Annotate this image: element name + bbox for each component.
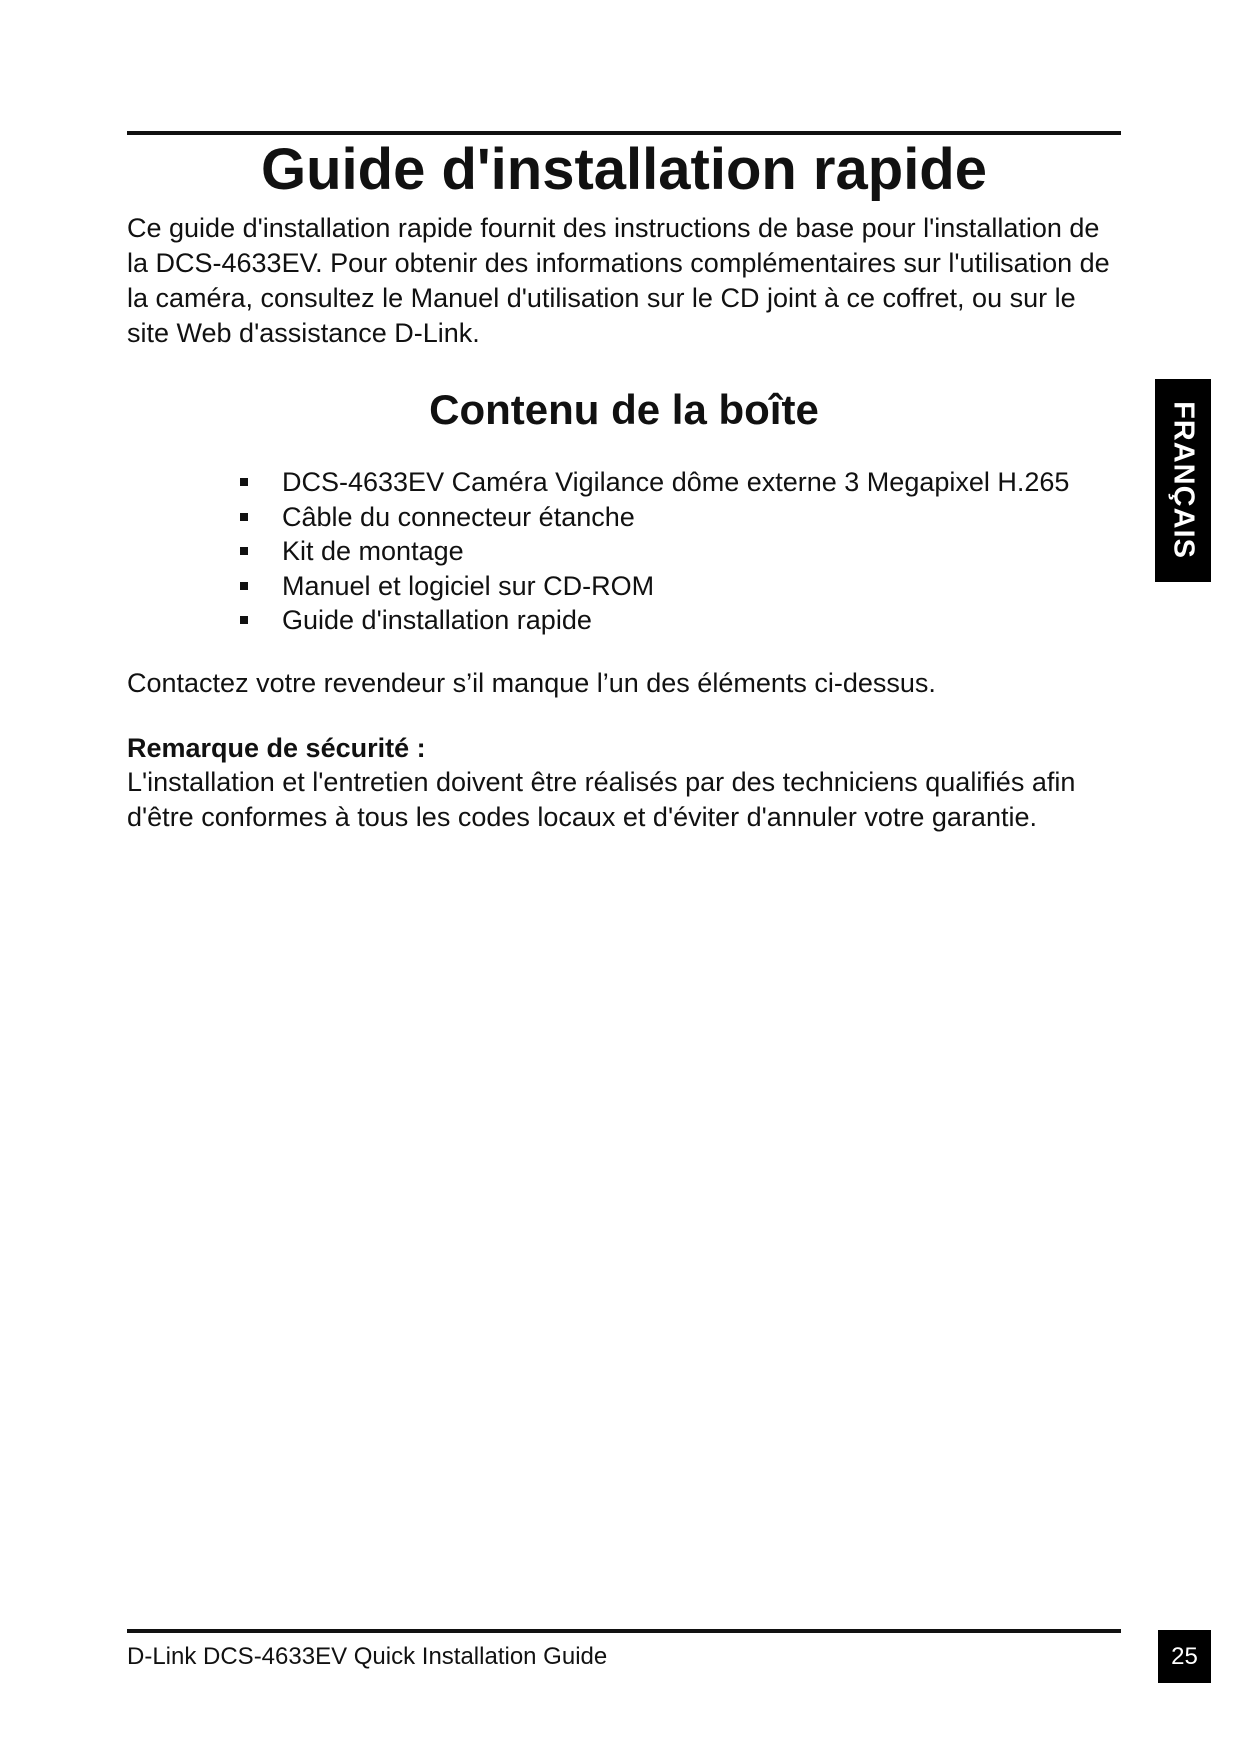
square-bullet-icon <box>240 582 248 590</box>
square-bullet-icon <box>240 513 248 521</box>
box-contents-heading: Contenu de la boîte <box>429 386 819 433</box>
list-item <box>240 500 1069 535</box>
language-tab-label: FRANÇAIS <box>1167 401 1200 559</box>
language-tab <box>1155 379 1211 582</box>
list-item-label: Kit de montage <box>282 536 464 566</box>
list-item <box>240 569 1069 604</box>
bottom-rule <box>127 1629 1121 1633</box>
box-contents-list <box>240 465 1069 638</box>
page-title: Guide d'installation rapide <box>261 137 987 202</box>
safety-heading: Remarque de sécurité : <box>127 733 426 763</box>
square-bullet-icon <box>240 616 248 624</box>
list-item <box>240 465 1069 500</box>
page-number: 25 <box>1158 1630 1211 1683</box>
list-item <box>240 534 1069 569</box>
list-item-label: Câble du connecteur étanche <box>282 501 635 532</box>
square-bullet-icon <box>240 547 248 555</box>
list-item-label: Guide d'installation rapide <box>282 605 592 635</box>
top-rule <box>127 131 1121 135</box>
footer-text: D-Link DCS-4633EV Quick Installation Guide <box>127 1643 608 1670</box>
list-item-label: Manuel et logiciel sur CD-ROM <box>282 570 655 601</box>
list-item <box>240 603 1069 638</box>
missing-items-note: Contactez votre revendeur s’il manque l’un des éléments ci-dessus. <box>127 668 936 698</box>
square-bullet-icon <box>240 478 248 486</box>
list-item-label: DCS-4633EV Caméra Vigilance dôme externe 3 Megapixel H.265 <box>282 467 1070 497</box>
safety-text: L'installation et l'entretien doivent être réalisés par des techniciens qualifiés afin d'être conformes à tous les codes locaux et d'éviter d'annuler votre garantie. <box>127 767 1076 832</box>
intro-paragraph: Ce guide d'installation rapide fournit des instructions de base pour l'installation de la DCS-4633EV. Pour obtenir des informations complémentaires sur l'utilisation de la caméra, consultez le Manuel d'utilisation sur le CD joint à ce coffret, ou sur le site Web d'assistance D-Link. <box>127 213 1110 348</box>
